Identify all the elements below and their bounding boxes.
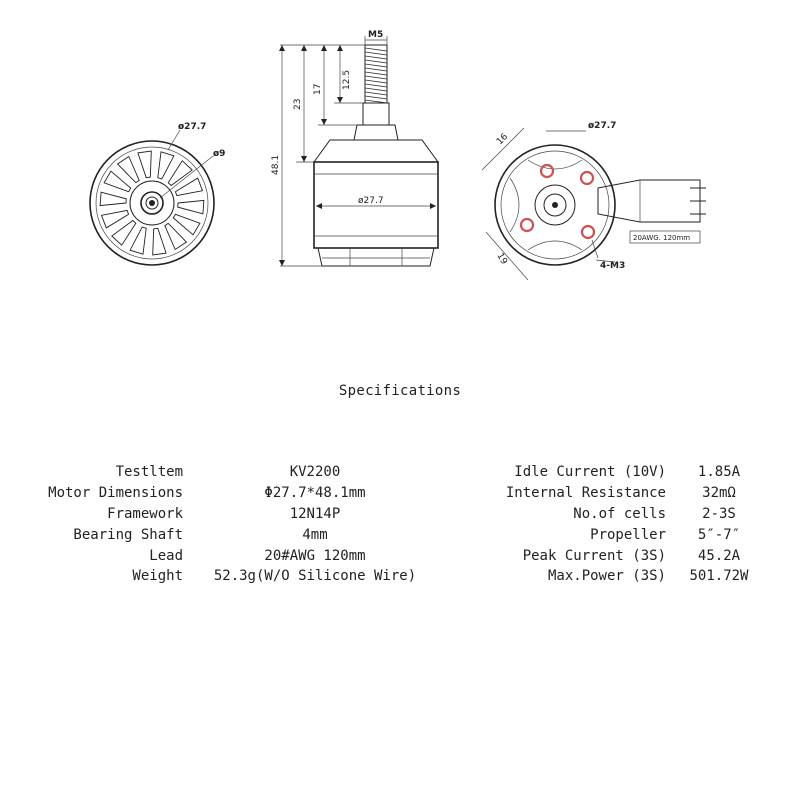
spec-label: Framework [107, 506, 183, 522]
bottom-dia-outer-label: ø27.7 [588, 121, 617, 131]
shaft-threads [365, 48, 387, 103]
thread-line [365, 72, 387, 75]
thread-line [365, 80, 387, 83]
spec-value: 52.3g(W/O Silicone Wire) [213, 568, 417, 584]
dim-total-label: 48.1 [271, 154, 281, 175]
spec-value: 12N14P [289, 506, 341, 522]
rotor-fin [118, 157, 140, 183]
rotor-fin [130, 227, 146, 254]
mount-hole [581, 172, 593, 184]
thread-line [365, 88, 387, 91]
spec-value: 4mm [302, 527, 328, 543]
thread-line [365, 92, 387, 95]
spec-label: Bearing Shaft [73, 527, 183, 543]
rotor-fin [102, 210, 129, 228]
rotor-fin [100, 192, 126, 205]
spec-label: Lead [149, 548, 183, 564]
dim-top-label: 23 [293, 98, 303, 110]
spec-label: Propeller [590, 527, 666, 543]
spec-value: 2-3S [702, 506, 736, 522]
spec-value: 5″-7″ [697, 527, 741, 543]
rotor-fin [173, 214, 200, 235]
spec-value: Φ27.7*48.1mm [264, 485, 366, 501]
thread-line [365, 48, 387, 51]
rotor-fin [104, 171, 131, 192]
spec-value: 1.85A [697, 464, 741, 480]
mount-hole [521, 219, 533, 231]
spec-value: 501.72W [689, 568, 749, 584]
mount-hole [541, 165, 553, 177]
rotor-fin [158, 152, 174, 179]
side-view [271, 30, 438, 266]
holes-label: 4-M3 [600, 261, 626, 271]
thread-line [365, 52, 387, 55]
spec-value: 20#AWG 120mm [264, 548, 366, 564]
spec-label: Weight [132, 568, 183, 584]
rotor-fin [178, 200, 204, 213]
rotor-fin [112, 221, 136, 246]
dim-thread-label: 12.5 [342, 69, 352, 90]
spec-label: Max.Power (3S) [547, 568, 666, 584]
thread-line [365, 60, 387, 63]
spec-label: No.of cells [573, 506, 666, 522]
rotor-fin [175, 178, 202, 196]
thread-line [365, 96, 387, 99]
specs-title: Specifications [338, 383, 462, 399]
front-view [90, 122, 225, 265]
spacing-a-label: 16 [495, 131, 511, 148]
spec-value: 32mΩ [702, 485, 736, 501]
side-dia-body-label: ø27.7 [358, 196, 384, 206]
mount-hole [582, 226, 594, 238]
thread-line [365, 68, 387, 71]
spec-label: Testltem [115, 464, 183, 480]
motor-technical-drawing [0, 0, 800, 300]
spec-label: Motor Dimensions [48, 485, 183, 501]
rotor-fin [165, 223, 187, 249]
spec-label: Idle Current (10V) [514, 464, 666, 480]
thread-line [365, 64, 387, 67]
spec-label: Peak Current (3S) [522, 548, 666, 564]
shaft-thread-label: M5 [368, 30, 384, 40]
lead-note-label: 20AWG. 120mm [633, 234, 691, 242]
thread-line [365, 56, 387, 59]
spec-label: Internal Resistance [505, 485, 666, 501]
rotor-fin [153, 228, 166, 255]
dim-shaft-label: 17 [313, 83, 323, 95]
bottom-view [482, 121, 706, 280]
thread-line [365, 76, 387, 79]
spec-value: 45.2A [697, 548, 741, 564]
front-dia-outer-label: ø27.7 [178, 122, 207, 132]
front-dia-hub-label: ø9 [213, 149, 226, 159]
rotor-fin [138, 151, 151, 178]
spacing-b-label: 19 [494, 251, 509, 267]
thread-line [365, 84, 387, 87]
spec-value: KV2200 [289, 464, 341, 480]
